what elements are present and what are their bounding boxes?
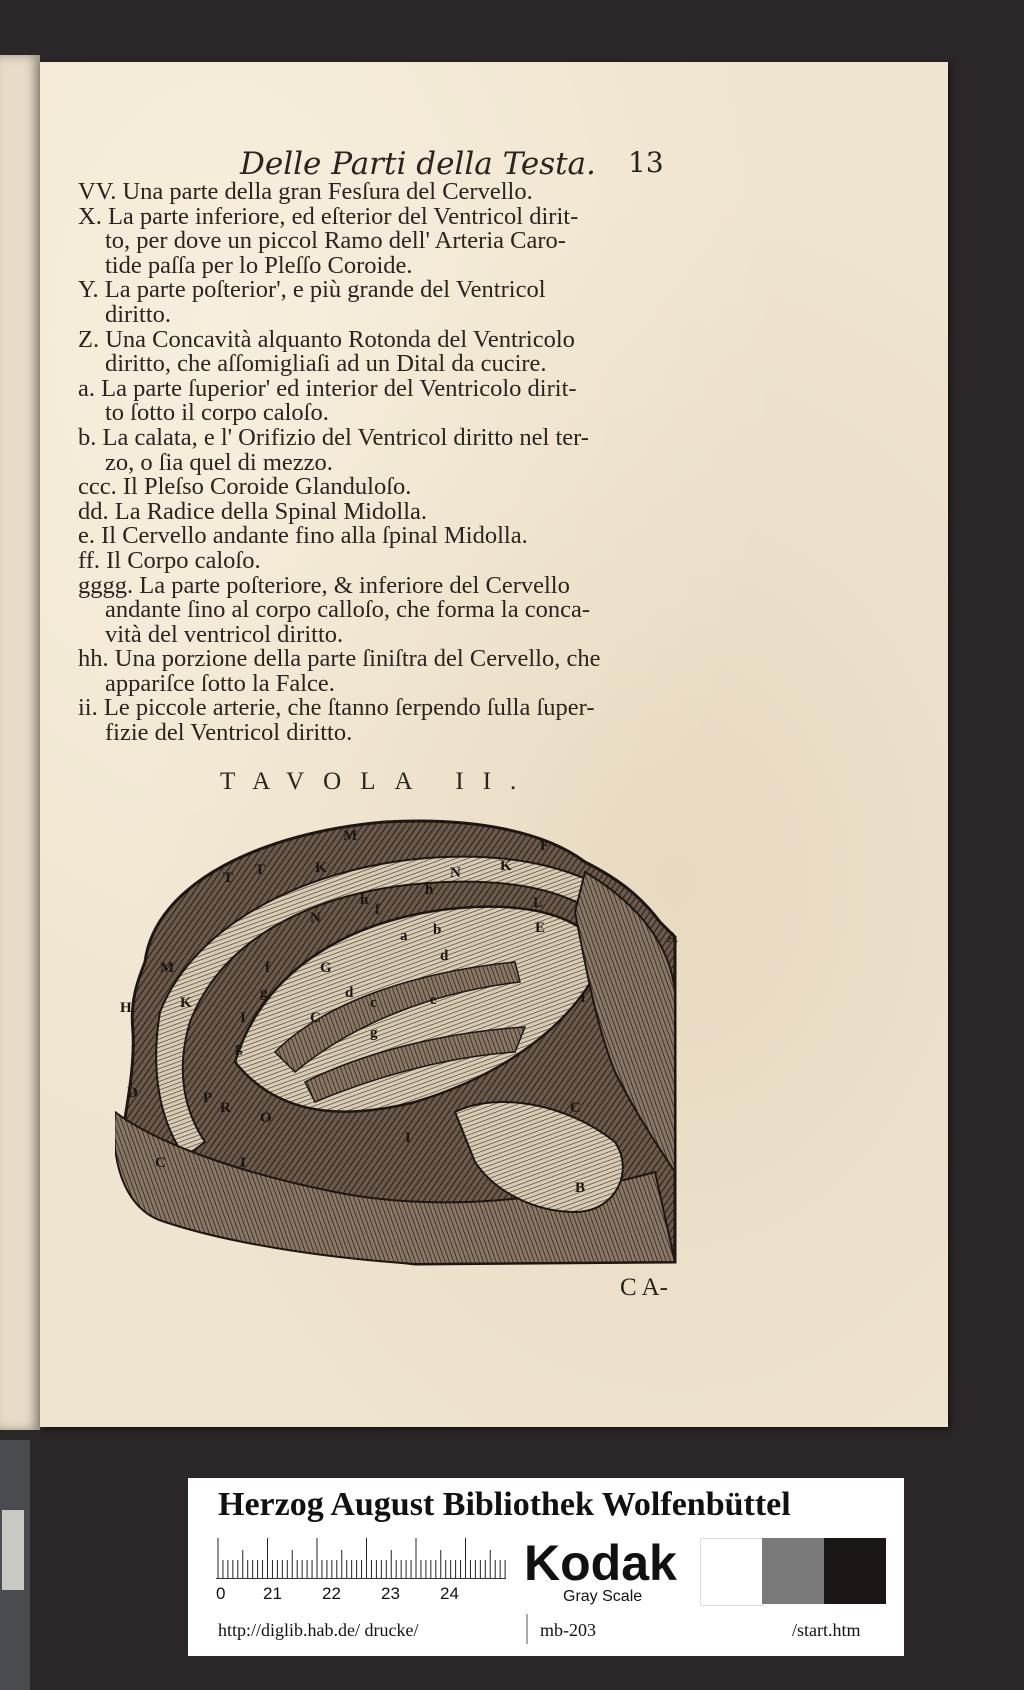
svg-text:R: R <box>220 1100 231 1116</box>
svg-text:M: M <box>343 828 358 844</box>
legend-entry <box>78 696 698 745</box>
legend-entry-first-line: hh. Una porzione della parte ſiniſtra del Cervello, che <box>78 645 601 673</box>
svg-text:f: f <box>265 960 270 976</box>
legend-entry <box>78 524 698 549</box>
svg-text:N: N <box>310 910 321 926</box>
plate-title: TAVOLA II. <box>220 768 536 795</box>
swatch-gray <box>762 1538 824 1604</box>
ruler-number-23: 23 <box>381 1584 400 1603</box>
catchword: C A- <box>620 1274 668 1301</box>
scan-strip-label <box>2 1510 24 1590</box>
legend-entry-first-line: Y. La parte poſterior', e più grande del Ventricol <box>78 276 546 304</box>
running-header: Delle Parti della Testa. <box>240 146 596 182</box>
page-number: 13 <box>628 146 664 179</box>
legend-text <box>78 180 698 746</box>
ruler-number-21: 21 <box>263 1584 282 1603</box>
legend-entry-first-line: ff. Il Corpo caloſo. <box>78 546 261 574</box>
svg-text:E: E <box>535 920 546 936</box>
legend-entry-first-line: gggg. La parte poſteriore, & inferiore del Cervello <box>78 571 570 599</box>
svg-text:H: H <box>120 1000 132 1016</box>
svg-text:K: K <box>315 860 327 876</box>
url-middle: mb-203 <box>540 1620 596 1640</box>
svg-text:d: d <box>440 948 449 964</box>
svg-text:e: e <box>430 992 437 1008</box>
legend-entry-first-line: a. La parte ſuperior' ed interior del Ventricolo dirit- <box>78 374 577 402</box>
svg-text:I: I <box>240 1010 246 1026</box>
svg-text:A: A <box>667 930 678 946</box>
svg-text:O: O <box>260 1110 272 1126</box>
legend-entry-continuation: fizie del Ventricol diritto. <box>105 719 353 747</box>
svg-text:h: h <box>360 892 369 908</box>
legend-entry <box>78 571 698 648</box>
legend-entry <box>78 202 698 279</box>
svg-text:N: N <box>450 865 461 881</box>
swatch-white <box>700 1538 764 1606</box>
legend-entry <box>78 497 698 525</box>
svg-text:C: C <box>570 1100 581 1116</box>
svg-text:I: I <box>240 1155 246 1171</box>
svg-text:K: K <box>500 858 512 874</box>
svg-text:T: T <box>255 862 266 878</box>
legend-entry <box>78 278 698 327</box>
brain-engraving <box>115 812 685 1267</box>
svg-text:K: K <box>180 995 192 1011</box>
legend-entry <box>78 374 698 427</box>
legend-entry-first-line: e. Il Cervello andante fino alla ſpinal Midolla. <box>78 522 528 550</box>
svg-text:D: D <box>127 1085 138 1101</box>
legend-entry-first-line: dd. La Radice della Spinal Midolla. <box>78 497 428 525</box>
swatch-black <box>824 1538 886 1604</box>
legend-entry-continuation: appariſce ſotto la Falce. <box>105 669 335 697</box>
svg-text:L: L <box>533 895 544 911</box>
legend-entry-first-line: Z. Una Concavità alquanto Rotonda del Ventricolo <box>78 325 575 353</box>
svg-text:F: F <box>540 838 550 854</box>
svg-text:C: C <box>310 1010 321 1026</box>
legend-entry <box>78 647 698 696</box>
legend-entry <box>78 423 698 476</box>
svg-text:I: I <box>405 1130 411 1146</box>
legend-entry <box>78 546 698 574</box>
svg-text:d: d <box>345 985 354 1001</box>
legend-entry-continuation: andante ſino al corpo calloſo, che forma la conca- <box>105 596 591 624</box>
svg-text:I: I <box>580 990 586 1006</box>
ruler-number-24: 24 <box>440 1584 459 1603</box>
svg-text:f: f <box>375 902 380 918</box>
legend-entry <box>78 180 698 205</box>
svg-text:g: g <box>260 985 268 1001</box>
legend-entry <box>78 325 698 378</box>
url-left: http://diglib.hab.de/ drucke/ <box>218 1620 419 1640</box>
legend-entry-continuation: diritto, che aſſomigliaſi ad un Dital da cucire. <box>105 350 547 378</box>
svg-text:P: P <box>203 1090 213 1106</box>
legend-entry-first-line: X. La parte inferiore, ed eſterior del Ventricol dirit- <box>78 202 579 230</box>
legend-entry-continuation: tide paſſa per lo Pleſſo Coroide. <box>105 251 413 279</box>
legend-entry-first-line: b. La calata, e l' Orifizio del Ventricol diritto nel ter- <box>78 423 589 451</box>
ruler-scale <box>216 1538 506 1579</box>
svg-text:a: a <box>400 928 408 944</box>
facing-page-edge <box>0 55 40 1430</box>
svg-text:b: b <box>433 922 442 938</box>
legend-entry-continuation: zo, o ſia quel di mezzo. <box>105 448 333 476</box>
gray-scale-label: Gray Scale <box>563 1588 643 1605</box>
legend-entry-continuation: to ſotto il corpo caloſo. <box>105 399 329 427</box>
url-right: /start.htm <box>792 1620 861 1640</box>
legend-entry <box>78 475 698 500</box>
ruler-number-22: 22 <box>322 1584 341 1603</box>
svg-text:B: B <box>575 1180 586 1196</box>
svg-text:T: T <box>223 870 234 886</box>
svg-text:g: g <box>370 1025 378 1041</box>
svg-text:g: g <box>235 1040 243 1056</box>
legend-entry-first-line: ccc. Il Pleſso Coroide Glanduloſo. <box>78 473 412 501</box>
color-calibration-card <box>188 1478 904 1656</box>
url-divider <box>526 1614 528 1644</box>
kodak-logo: Kodak <box>524 1535 677 1591</box>
library-title: Herzog August Bibliothek Wolfenbüttel <box>218 1486 791 1523</box>
legend-entry-continuation: vità del ventricol diritto. <box>105 620 344 648</box>
svg-text:C: C <box>155 1155 166 1171</box>
legend-entry-first-line: VV. Una parte della gran Fesſura del Cervello. <box>78 178 533 205</box>
legend-entry-continuation: diritto. <box>105 300 172 328</box>
legend-entry-continuation: to, per dove un piccol Ramo dell' Arteria Caro- <box>105 227 566 255</box>
svg-text:M: M <box>160 960 175 976</box>
svg-text:h: h <box>425 882 434 898</box>
ruler-number-0: 0 <box>216 1584 226 1603</box>
legend-entry-first-line: ii. Le piccole arterie, che ſtanno ſerpendo ſulla ſuper- <box>78 694 595 722</box>
svg-text:G: G <box>320 960 332 976</box>
svg-text:c: c <box>370 995 377 1011</box>
